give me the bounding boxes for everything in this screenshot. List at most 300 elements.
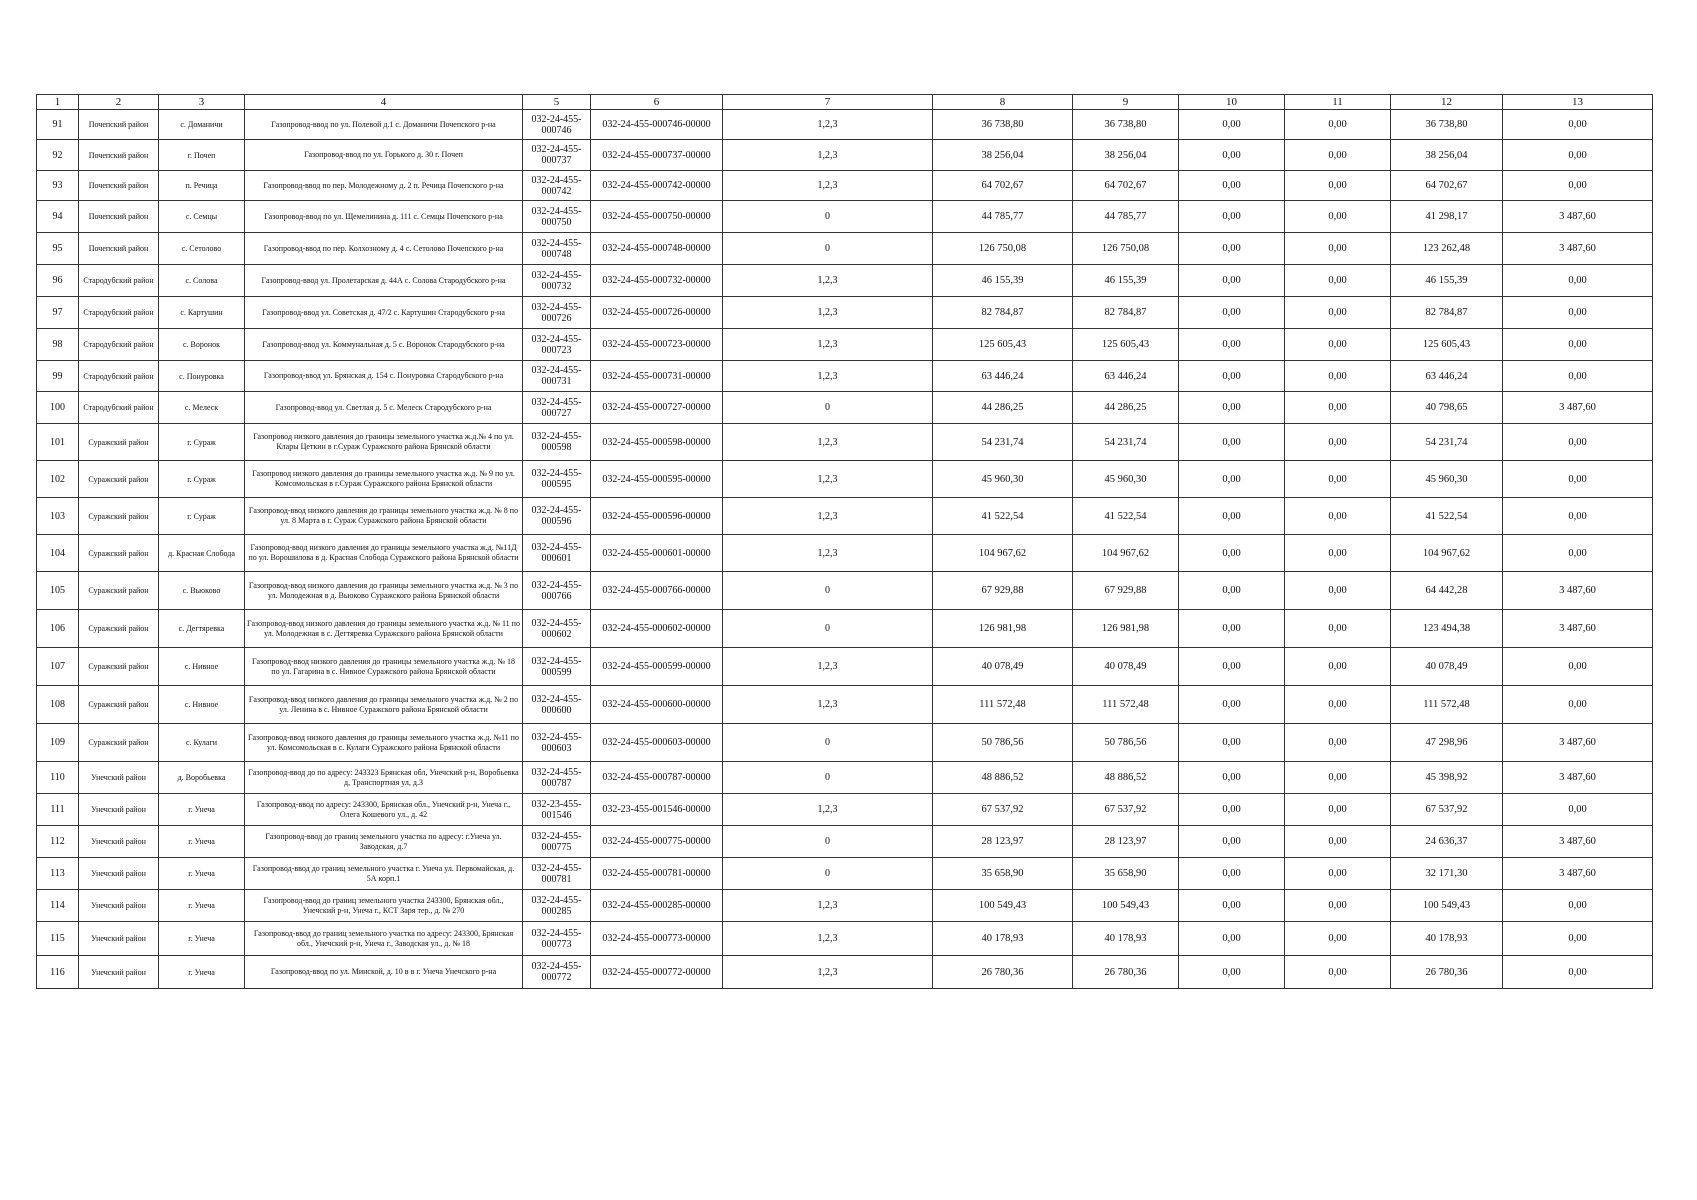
object-code-cell: 032-24-455-000599 — [523, 648, 591, 686]
object-code-cell: 032-24-455-000595 — [523, 461, 591, 498]
table-row — [37, 572, 1653, 610]
object-description-cell: Газопровод-ввод низкого давления до границы земельного участка ж.д. № 8 по ул. 8 Марта в г. Сураж Суражского района Брянской области — [245, 498, 523, 535]
amount-cell: 3 487,60 — [1503, 392, 1653, 424]
amount-cell: 0,00 — [1179, 956, 1285, 989]
object-description-cell: Газопровод-ввод ул. Пролетарская д. 44А с. Солова Стародубского р-на — [245, 265, 523, 297]
inventory-number-cell: 032-24-455-000750-00000 — [591, 201, 723, 233]
inventory-number-cell: 032-24-455-000726-00000 — [591, 297, 723, 329]
amount-cell: 35 658,90 — [933, 858, 1073, 890]
row-number-cell: 97 — [37, 297, 79, 329]
table-row — [37, 329, 1653, 361]
amount-cell: 0,00 — [1503, 922, 1653, 956]
category-cell: 1,2,3 — [723, 329, 933, 361]
object-description-cell: Газопровод-ввод ул. Советская д. 47/2 с. Картушин Стародубского р-на — [245, 297, 523, 329]
district-cell: Стародубский район — [79, 297, 159, 329]
amount-cell: 40 078,49 — [933, 648, 1073, 686]
settlement-cell: г. Унеча — [159, 794, 245, 826]
table-row — [37, 392, 1653, 424]
category-cell: 0 — [723, 572, 933, 610]
row-number-cell: 101 — [37, 424, 79, 461]
amount-cell: 126 981,98 — [933, 610, 1073, 648]
settlement-cell: г. Унеча — [159, 826, 245, 858]
row-number-cell: 92 — [37, 140, 79, 171]
amount-cell: 0,00 — [1503, 171, 1653, 201]
object-code-cell: 032-24-455-000746 — [523, 110, 591, 140]
amount-cell: 82 784,87 — [933, 297, 1073, 329]
settlement-cell: г. Сураж — [159, 424, 245, 461]
amount-cell: 0,00 — [1179, 392, 1285, 424]
district-cell: Унечский район — [79, 826, 159, 858]
category-cell: 0 — [723, 826, 933, 858]
table-row — [37, 922, 1653, 956]
object-description-cell: Газопровод-ввод по пер. Колхозному д. 4 с. Сетолово Почепского р-на — [245, 233, 523, 265]
amount-cell: 0,00 — [1503, 461, 1653, 498]
object-code-cell: 032-24-455-000773 — [523, 922, 591, 956]
amount-cell: 41 522,54 — [1073, 498, 1179, 535]
amount-cell: 45 960,30 — [1391, 461, 1503, 498]
inventory-number-cell: 032-24-455-000775-00000 — [591, 826, 723, 858]
inventory-number-cell: 032-24-455-000781-00000 — [591, 858, 723, 890]
object-description-cell: Газопровод-ввод до границ земельного участка по адресу: 243300, Брянская обл., Унечский р-н, Унеча г., Заводская ул., д. № 18 — [245, 922, 523, 956]
amount-cell: 50 786,56 — [1073, 724, 1179, 762]
amount-cell: 54 231,74 — [1073, 424, 1179, 461]
column-number-header: 11 — [1285, 95, 1391, 110]
inventory-number-cell: 032-24-455-000285-00000 — [591, 890, 723, 922]
amount-cell: 0,00 — [1285, 201, 1391, 233]
category-cell: 1,2,3 — [723, 498, 933, 535]
amount-cell: 0,00 — [1503, 535, 1653, 572]
inventory-number-cell: 032-24-455-000772-00000 — [591, 956, 723, 989]
category-cell: 1,2,3 — [723, 297, 933, 329]
district-cell: Суражский район — [79, 610, 159, 648]
amount-cell: 0,00 — [1503, 361, 1653, 392]
amount-cell: 3 487,60 — [1503, 610, 1653, 648]
amount-cell: 44 286,25 — [1073, 392, 1179, 424]
settlement-cell: д. Красная Слобода — [159, 535, 245, 572]
row-number-cell: 109 — [37, 724, 79, 762]
object-code-cell: 032-24-455-000731 — [523, 361, 591, 392]
inventory-number-cell: 032-24-455-000600-00000 — [591, 686, 723, 724]
table-row — [37, 140, 1653, 171]
amount-cell: 123 494,38 — [1391, 610, 1503, 648]
category-cell: 0 — [723, 762, 933, 794]
row-number-cell: 104 — [37, 535, 79, 572]
amount-cell: 64 702,67 — [1073, 171, 1179, 201]
amount-cell: 32 171,30 — [1391, 858, 1503, 890]
amount-cell: 0,00 — [1503, 648, 1653, 686]
amount-cell: 0,00 — [1503, 794, 1653, 826]
district-cell: Унечский район — [79, 956, 159, 989]
amount-cell: 67 929,88 — [1073, 572, 1179, 610]
column-number-header: 13 — [1503, 95, 1653, 110]
amount-cell: 0,00 — [1285, 572, 1391, 610]
category-cell: 0 — [723, 610, 933, 648]
district-cell: Суражский район — [79, 498, 159, 535]
row-number-cell: 112 — [37, 826, 79, 858]
inventory-number-cell: 032-24-455-000746-00000 — [591, 110, 723, 140]
table-row — [37, 535, 1653, 572]
amount-cell: 0,00 — [1179, 686, 1285, 724]
column-number-header: 5 — [523, 95, 591, 110]
amount-cell: 0,00 — [1179, 794, 1285, 826]
amount-cell: 63 446,24 — [1073, 361, 1179, 392]
category-cell: 1,2,3 — [723, 535, 933, 572]
amount-cell: 0,00 — [1179, 724, 1285, 762]
object-description-cell: Газопровод-ввод низкого давления до границы земельного участка ж.д. №11 по ул. Комсомольская в с. Кулаги Суражского района Брянской области — [245, 724, 523, 762]
object-description-cell: Газопровод-ввод ул. Брянская д. 154 с. Понуровка Стародубского р-на — [245, 361, 523, 392]
row-number-cell: 103 — [37, 498, 79, 535]
object-code-cell: 032-24-455-000750 — [523, 201, 591, 233]
table-row — [37, 424, 1653, 461]
amount-cell: 63 446,24 — [933, 361, 1073, 392]
table-row — [37, 498, 1653, 535]
inventory-number-cell: 032-24-455-000601-00000 — [591, 535, 723, 572]
category-cell: 1,2,3 — [723, 922, 933, 956]
table-row — [37, 201, 1653, 233]
table-row — [37, 110, 1653, 140]
district-cell: Почепский район — [79, 171, 159, 201]
row-number-cell: 93 — [37, 171, 79, 201]
object-code-cell: 032-24-455-000727 — [523, 392, 591, 424]
inventory-number-cell: 032-23-455-001546-00000 — [591, 794, 723, 826]
settlement-cell: д. Воробьевка — [159, 762, 245, 794]
district-cell: Стародубский район — [79, 392, 159, 424]
object-code-cell: 032-24-455-000601 — [523, 535, 591, 572]
object-description-cell: Газопровод низкого давления до границы земельного участка ж.д.№ 4 по ул. Клары Цеткин в г.Сураж Суражского района Брянской области — [245, 424, 523, 461]
district-cell: Суражский район — [79, 572, 159, 610]
inventory-number-cell: 032-24-455-000787-00000 — [591, 762, 723, 794]
column-number-header: 3 — [159, 95, 245, 110]
inventory-number-cell: 032-24-455-000773-00000 — [591, 922, 723, 956]
amount-cell: 36 738,80 — [933, 110, 1073, 140]
amount-cell: 0,00 — [1285, 922, 1391, 956]
category-cell: 1,2,3 — [723, 265, 933, 297]
amount-cell: 123 262,48 — [1391, 233, 1503, 265]
amount-cell: 0,00 — [1285, 461, 1391, 498]
settlement-cell: с. Нивное — [159, 686, 245, 724]
object-description-cell: Газопровод-ввод низкого давления до границы земельного участка ж.д. № 3 по ул. Молодежная в д. Вьюково Суражского района Брянской области — [245, 572, 523, 610]
amount-cell: 104 967,62 — [1391, 535, 1503, 572]
table-row — [37, 724, 1653, 762]
amount-cell: 54 231,74 — [933, 424, 1073, 461]
settlement-cell: с. Сетолово — [159, 233, 245, 265]
amount-cell: 67 929,88 — [933, 572, 1073, 610]
amount-cell: 0,00 — [1179, 648, 1285, 686]
amount-cell: 64 702,67 — [933, 171, 1073, 201]
amount-cell: 67 537,92 — [1391, 794, 1503, 826]
amount-cell: 111 572,48 — [933, 686, 1073, 724]
amount-cell: 28 123,97 — [1073, 826, 1179, 858]
amount-cell: 3 487,60 — [1503, 233, 1653, 265]
object-code-cell: 032-24-455-000787 — [523, 762, 591, 794]
category-cell: 0 — [723, 201, 933, 233]
table-row — [37, 686, 1653, 724]
amount-cell: 0,00 — [1179, 461, 1285, 498]
table-row — [37, 171, 1653, 201]
amount-cell: 0,00 — [1179, 922, 1285, 956]
amount-cell: 46 155,39 — [1073, 265, 1179, 297]
amount-cell: 111 572,48 — [1391, 686, 1503, 724]
amount-cell: 38 256,04 — [1391, 140, 1503, 171]
inventory-number-cell: 032-24-455-000598-00000 — [591, 424, 723, 461]
amount-cell: 0,00 — [1285, 361, 1391, 392]
amount-cell: 125 605,43 — [1073, 329, 1179, 361]
amount-cell: 0,00 — [1179, 424, 1285, 461]
amount-cell: 54 231,74 — [1391, 424, 1503, 461]
amount-cell: 0,00 — [1503, 297, 1653, 329]
amount-cell: 104 967,62 — [933, 535, 1073, 572]
row-number-cell: 116 — [37, 956, 79, 989]
row-number-cell: 98 — [37, 329, 79, 361]
object-description-cell: Газопровод-ввод низкого давления до границы земельного участка ж.д. №11Д по ул. Ворошилова в д. Красная Слобода Суражского района Брянской области — [245, 535, 523, 572]
settlement-cell: г. Унеча — [159, 922, 245, 956]
category-cell: 1,2,3 — [723, 171, 933, 201]
table-row — [37, 461, 1653, 498]
table-row — [37, 233, 1653, 265]
district-cell: Почепский район — [79, 110, 159, 140]
object-code-cell: 032-24-455-000602 — [523, 610, 591, 648]
object-code-cell: 032-24-455-000766 — [523, 572, 591, 610]
row-number-cell: 96 — [37, 265, 79, 297]
object-code-cell: 032-24-455-000726 — [523, 297, 591, 329]
object-code-cell: 032-24-455-000600 — [523, 686, 591, 724]
amount-cell: 0,00 — [1503, 424, 1653, 461]
district-cell: Суражский район — [79, 648, 159, 686]
amount-cell: 24 636,37 — [1391, 826, 1503, 858]
amount-cell: 0,00 — [1179, 140, 1285, 171]
amount-cell: 3 487,60 — [1503, 762, 1653, 794]
row-number-cell: 105 — [37, 572, 79, 610]
row-number-cell: 111 — [37, 794, 79, 826]
row-number-cell: 108 — [37, 686, 79, 724]
object-description-cell: Газопровод-ввод по ул. Полевой д.1 с. Доманичи Почепского р-на — [245, 110, 523, 140]
amount-cell: 0,00 — [1285, 392, 1391, 424]
table-row — [37, 610, 1653, 648]
district-cell: Суражский район — [79, 461, 159, 498]
amount-cell: 0,00 — [1179, 361, 1285, 392]
category-cell: 1,2,3 — [723, 361, 933, 392]
amount-cell: 0,00 — [1179, 762, 1285, 794]
amount-cell: 40 178,93 — [1391, 922, 1503, 956]
column-number-header-row — [37, 95, 1653, 110]
amount-cell: 0,00 — [1285, 956, 1391, 989]
settlement-cell: с. Вьюково — [159, 572, 245, 610]
amount-cell: 0,00 — [1179, 572, 1285, 610]
object-description-cell: Газопровод-ввод ул. Коммунальная д. 5 с. Воронок Стародубского р-на — [245, 329, 523, 361]
column-number-header: 7 — [723, 95, 933, 110]
amount-cell: 82 784,87 — [1073, 297, 1179, 329]
amount-cell: 26 780,36 — [1391, 956, 1503, 989]
object-code-cell: 032-24-455-000748 — [523, 233, 591, 265]
column-number-header: 10 — [1179, 95, 1285, 110]
district-cell: Унечский район — [79, 890, 159, 922]
inventory-number-cell: 032-24-455-000766-00000 — [591, 572, 723, 610]
amount-cell: 44 785,77 — [933, 201, 1073, 233]
category-cell: 1,2,3 — [723, 890, 933, 922]
amount-cell: 45 960,30 — [933, 461, 1073, 498]
object-description-cell: Газопровод-ввод до границ земельного участка г. Унеча ул. Первомайская, д. 5А корп.1 — [245, 858, 523, 890]
amount-cell: 41 298,17 — [1391, 201, 1503, 233]
table-row — [37, 826, 1653, 858]
row-number-cell: 100 — [37, 392, 79, 424]
settlement-cell: с. Воронок — [159, 329, 245, 361]
category-cell: 0 — [723, 233, 933, 265]
row-number-cell: 114 — [37, 890, 79, 922]
amount-cell: 0,00 — [1179, 233, 1285, 265]
amount-cell: 3 487,60 — [1503, 572, 1653, 610]
amount-cell: 0,00 — [1285, 858, 1391, 890]
object-code-cell: 032-24-455-000598 — [523, 424, 591, 461]
amount-cell: 0,00 — [1285, 329, 1391, 361]
amount-cell: 0,00 — [1179, 201, 1285, 233]
settlement-cell: г. Почеп — [159, 140, 245, 171]
amount-cell: 0,00 — [1179, 858, 1285, 890]
amount-cell: 0,00 — [1285, 648, 1391, 686]
amount-cell: 0,00 — [1285, 424, 1391, 461]
amount-cell: 0,00 — [1285, 140, 1391, 171]
amount-cell: 64 702,67 — [1391, 171, 1503, 201]
amount-cell: 3 487,60 — [1503, 826, 1653, 858]
inventory-number-cell: 032-24-455-000727-00000 — [591, 392, 723, 424]
category-cell: 1,2,3 — [723, 686, 933, 724]
amount-cell: 82 784,87 — [1391, 297, 1503, 329]
amount-cell: 0,00 — [1179, 329, 1285, 361]
object-description-cell: Газопровод-ввод низкого давления до границы земельного участка ж.д. № 18 по ул. Гагарина в с. Нивное Суражского района Брянской области — [245, 648, 523, 686]
amount-cell: 0,00 — [1285, 265, 1391, 297]
object-description-cell: Газопровод-ввод до границ земельного участка 243300, Брянская обл., Унечский р-н, Унеча г., КСТ Заря тер., д. № 270 — [245, 890, 523, 922]
row-number-cell: 106 — [37, 610, 79, 648]
amount-cell: 45 960,30 — [1073, 461, 1179, 498]
object-code-cell: 032-24-455-000775 — [523, 826, 591, 858]
object-description-cell: Газопровод-ввод по пер. Молодежному д. 2 п. Речица Почепского р-на — [245, 171, 523, 201]
table-row — [37, 762, 1653, 794]
object-description-cell: Газопровод-ввод по ул. Горького д. 30 г. Почеп — [245, 140, 523, 171]
amount-cell: 104 967,62 — [1073, 535, 1179, 572]
inventory-number-cell: 032-24-455-000596-00000 — [591, 498, 723, 535]
column-number-header: 2 — [79, 95, 159, 110]
amount-cell: 0,00 — [1285, 297, 1391, 329]
amount-cell: 47 298,96 — [1391, 724, 1503, 762]
category-cell: 1,2,3 — [723, 140, 933, 171]
object-code-cell: 032-24-455-000723 — [523, 329, 591, 361]
settlement-cell: с. Семцы — [159, 201, 245, 233]
amount-cell: 48 886,52 — [933, 762, 1073, 794]
settlement-cell: с. Мелеск — [159, 392, 245, 424]
district-cell: Унечский район — [79, 762, 159, 794]
category-cell: 0 — [723, 858, 933, 890]
settlement-cell: с. Кулаги — [159, 724, 245, 762]
amount-cell: 26 780,36 — [1073, 956, 1179, 989]
district-cell: Почепский район — [79, 201, 159, 233]
amount-cell: 0,00 — [1503, 686, 1653, 724]
district-cell: Унечский район — [79, 794, 159, 826]
object-description-cell: Газопровод-ввод низкого давления до границы земельного участка ж.д. № 11 по ул. Молодежная в с. Дегтяревка Суражского района Брянской области — [245, 610, 523, 648]
column-number-header: 8 — [933, 95, 1073, 110]
amount-cell: 0,00 — [1285, 110, 1391, 140]
category-cell: 0 — [723, 392, 933, 424]
object-code-cell: 032-24-455-000781 — [523, 858, 591, 890]
district-cell: Суражский район — [79, 686, 159, 724]
amount-cell: 64 442,28 — [1391, 572, 1503, 610]
amount-cell: 67 537,92 — [933, 794, 1073, 826]
amount-cell: 0,00 — [1503, 265, 1653, 297]
object-description-cell: Газопровод-ввод ул. Светлая д. 5 с. Мелеск Стародубского р-на — [245, 392, 523, 424]
amount-cell: 0,00 — [1285, 762, 1391, 794]
district-cell: Почепский район — [79, 140, 159, 171]
settlement-cell: с. Солова — [159, 265, 245, 297]
category-cell: 1,2,3 — [723, 461, 933, 498]
category-cell: 1,2,3 — [723, 794, 933, 826]
amount-cell: 0,00 — [1179, 498, 1285, 535]
inventory-number-cell: 032-24-455-000737-00000 — [591, 140, 723, 171]
category-cell: 1,2,3 — [723, 424, 933, 461]
settlement-cell: г. Унеча — [159, 890, 245, 922]
amount-cell: 0,00 — [1285, 535, 1391, 572]
table-row — [37, 890, 1653, 922]
settlement-cell: с. Понуровка — [159, 361, 245, 392]
inventory-number-cell: 032-24-455-000603-00000 — [591, 724, 723, 762]
row-number-cell: 115 — [37, 922, 79, 956]
amount-cell: 125 605,43 — [1391, 329, 1503, 361]
column-number-header: 4 — [245, 95, 523, 110]
amount-cell: 100 549,43 — [933, 890, 1073, 922]
amount-cell: 3 487,60 — [1503, 201, 1653, 233]
amount-cell: 35 658,90 — [1073, 858, 1179, 890]
registry-table-body — [37, 110, 1653, 989]
amount-cell: 0,00 — [1285, 794, 1391, 826]
column-number-header: 6 — [591, 95, 723, 110]
object-code-cell: 032-24-455-000603 — [523, 724, 591, 762]
amount-cell: 3 487,60 — [1503, 858, 1653, 890]
object-code-cell: 032-24-455-000742 — [523, 171, 591, 201]
amount-cell: 125 605,43 — [933, 329, 1073, 361]
amount-cell: 0,00 — [1285, 610, 1391, 648]
amount-cell: 0,00 — [1285, 686, 1391, 724]
table-row — [37, 297, 1653, 329]
amount-cell: 63 446,24 — [1391, 361, 1503, 392]
amount-cell: 0,00 — [1179, 171, 1285, 201]
amount-cell: 46 155,39 — [933, 265, 1073, 297]
amount-cell: 41 522,54 — [1391, 498, 1503, 535]
amount-cell: 0,00 — [1285, 498, 1391, 535]
table-row — [37, 648, 1653, 686]
amount-cell: 0,00 — [1179, 265, 1285, 297]
row-number-cell: 94 — [37, 201, 79, 233]
amount-cell: 44 785,77 — [1073, 201, 1179, 233]
settlement-cell: с. Нивное — [159, 648, 245, 686]
district-cell: Стародубский район — [79, 265, 159, 297]
district-cell: Унечский район — [79, 922, 159, 956]
amount-cell: 36 738,80 — [1073, 110, 1179, 140]
amount-cell: 0,00 — [1503, 110, 1653, 140]
amount-cell: 40 798,65 — [1391, 392, 1503, 424]
column-number-header: 9 — [1073, 95, 1179, 110]
district-cell: Суражский район — [79, 535, 159, 572]
inventory-number-cell: 032-24-455-000742-00000 — [591, 171, 723, 201]
amount-cell: 0,00 — [1503, 140, 1653, 171]
amount-cell: 50 786,56 — [933, 724, 1073, 762]
district-cell: Почепский район — [79, 233, 159, 265]
amount-cell: 67 537,92 — [1073, 794, 1179, 826]
amount-cell: 0,00 — [1179, 610, 1285, 648]
inventory-number-cell: 032-24-455-000595-00000 — [591, 461, 723, 498]
settlement-cell: г. Сураж — [159, 461, 245, 498]
row-number-cell: 110 — [37, 762, 79, 794]
amount-cell: 0,00 — [1179, 826, 1285, 858]
amount-cell: 46 155,39 — [1391, 265, 1503, 297]
settlement-cell: г. Унеча — [159, 956, 245, 989]
object-code-cell: 032-24-455-000732 — [523, 265, 591, 297]
